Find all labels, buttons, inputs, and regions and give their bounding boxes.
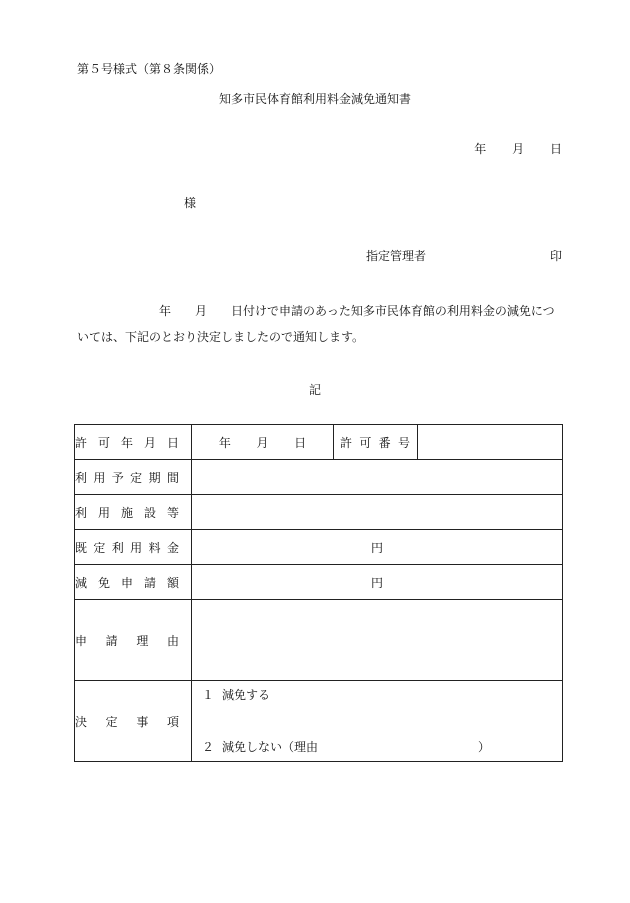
reduction-label: 減 免 申 請 額 xyxy=(75,565,192,600)
date-month: 月 xyxy=(512,142,525,156)
row-permit-date xyxy=(75,425,563,460)
period-label: 利 用 予 定 期 間 xyxy=(75,460,192,495)
decision-field xyxy=(192,681,563,762)
row-fee xyxy=(75,530,563,565)
addressee-suffix: 様 xyxy=(184,196,197,210)
permit-number-label: 許 可 番 号 xyxy=(334,425,418,460)
decision-label: 決 定 事 項 xyxy=(75,681,192,762)
body-text: 日付けで申請のあった知多市民体育館の利用料金の減免については、下記のとおり決定しましたので通知します。 xyxy=(77,304,555,344)
option-approve[interactable]: １ 減免する xyxy=(202,688,271,702)
fee-unit: 円 xyxy=(370,540,383,555)
notice-table xyxy=(74,424,563,762)
fee-field[interactable] xyxy=(192,530,563,565)
issuer-label: 指定管理者 xyxy=(366,249,427,263)
facility-label: 利 用 施 設 等 xyxy=(75,495,192,530)
seal-mark: 印 xyxy=(549,249,562,263)
body-month: 月 xyxy=(195,304,208,318)
permit-number-field[interactable] xyxy=(418,425,563,460)
form-number: 第５号様式（第８条関係） xyxy=(77,62,222,76)
issue-date xyxy=(452,140,562,157)
reduction-unit: 円 xyxy=(370,575,383,590)
date-year: 年 xyxy=(474,142,487,156)
fee-label: 既 定 利 用 料 金 xyxy=(75,530,192,565)
body-year: 年 xyxy=(159,304,172,318)
row-facility xyxy=(75,495,563,530)
permit-date-field[interactable]: 年 月 日 xyxy=(192,425,334,460)
notice-body xyxy=(77,298,565,350)
reduction-field[interactable] xyxy=(192,565,563,600)
option-deny[interactable]: ２ 減免しない（理由 ） xyxy=(202,740,491,754)
row-decision xyxy=(75,681,563,762)
period-field[interactable] xyxy=(192,460,563,495)
reason-label: 申 請 理 由 xyxy=(75,600,192,681)
date-day: 日 xyxy=(549,142,562,156)
row-reason xyxy=(75,600,563,681)
row-period xyxy=(75,460,563,495)
facility-field[interactable] xyxy=(192,495,563,530)
row-reduction xyxy=(75,565,563,600)
document-title: 知多市民体育館利用料金減免通知書 xyxy=(218,92,411,106)
permit-date-label: 許 可 年 月 日 xyxy=(75,425,192,460)
ki-heading: 記 xyxy=(308,383,321,397)
reason-field[interactable] xyxy=(192,600,563,681)
